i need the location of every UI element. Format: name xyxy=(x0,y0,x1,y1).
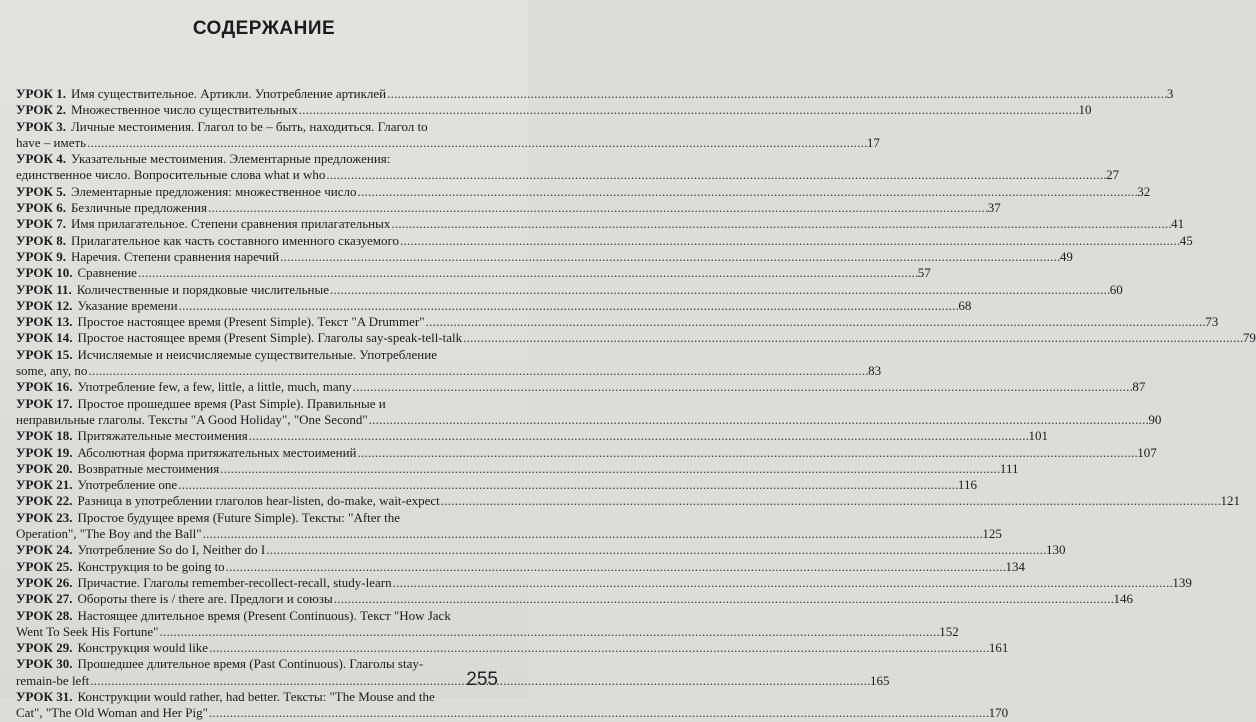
dot-leader xyxy=(138,265,917,281)
toc-entry-line xyxy=(16,119,500,135)
lesson-title: Конструкции would rather, had better. Тексты: "The Mouse and the xyxy=(77,688,435,704)
lesson-number: УРОК 4. xyxy=(16,151,66,167)
page-reference: 170 xyxy=(988,705,1009,721)
dot-leader xyxy=(249,428,1028,444)
toc-entry xyxy=(16,216,1185,232)
lesson-number: УРОК 28. xyxy=(16,607,73,623)
toc-entry-line xyxy=(16,183,1151,200)
lesson-title: Простое будущее время (Future Simple). Тексты: "After the xyxy=(77,509,401,525)
toc-entry xyxy=(16,379,1146,395)
toc-entry xyxy=(16,688,1009,722)
toc-entry xyxy=(16,102,1092,118)
dot-leader xyxy=(208,200,987,216)
toc-entry-line xyxy=(16,281,1123,298)
lesson-number: УРОК 21. xyxy=(16,477,73,493)
toc-entry-line xyxy=(16,200,1001,216)
lesson-title: Прошедшее длительное время (Past Continuous). Глаголы stay- xyxy=(77,656,424,672)
page-reference: 49 xyxy=(1059,248,1073,264)
lesson-number: УРОК 16. xyxy=(16,379,73,395)
lesson-title: Причастие. Глаголы remember-recollect-recall, study-learn xyxy=(77,574,392,590)
lesson-number: УРОК 10. xyxy=(16,265,73,281)
toc-entry-line xyxy=(16,689,500,705)
lesson-number: УРОК 29. xyxy=(16,640,73,656)
lesson-number: УРОК 11. xyxy=(16,281,72,297)
toc-entry xyxy=(16,248,1073,265)
lesson-title: Конструкция would like xyxy=(77,640,209,656)
lesson-title: Количественные и порядковые числительные xyxy=(76,281,329,297)
toc-entry-line xyxy=(16,558,1025,575)
lesson-title: Простое настоящее время (Present Simple). Текст "A Drummer" xyxy=(77,314,425,330)
toc-entry xyxy=(16,509,1002,543)
lesson-title: some, any, no xyxy=(16,363,88,379)
toc-entry xyxy=(16,444,1157,461)
toc-entry-line xyxy=(16,86,1174,102)
toc-entry-line xyxy=(16,102,1092,118)
toc-entry-line xyxy=(16,477,977,493)
dot-leader xyxy=(358,445,1137,461)
lesson-number: УРОК 19. xyxy=(16,444,73,460)
lesson-number: УРОК 9. xyxy=(16,248,66,264)
lesson-title: Cat", "The Old Woman and Her Pig" xyxy=(16,705,208,721)
toc-entry-line xyxy=(16,363,882,379)
toc-entry xyxy=(16,656,890,689)
toc-entry-line xyxy=(16,640,1009,656)
toc-entry xyxy=(16,574,1192,591)
toc-entry xyxy=(16,607,959,641)
lesson-title: неправильные глаголы. Тексты "A Good Holiday", "One Second" xyxy=(16,411,368,427)
lesson-title: Простое прошедшее время (Past Simple). Правильные и xyxy=(77,395,386,411)
lesson-title: Имя прилагательное. Степени сравнения прилагательных xyxy=(70,216,391,232)
toc-entry xyxy=(16,118,880,152)
lesson-title: Безличные предложения xyxy=(70,200,207,216)
toc-entry xyxy=(16,314,1219,330)
toc-entry-line xyxy=(16,396,500,412)
page-reference: 152 xyxy=(939,623,959,639)
toc-entry xyxy=(16,591,1133,607)
toc-entry-line xyxy=(16,574,1192,591)
dot-leader xyxy=(330,282,1109,298)
lesson-title: Исчисляемые и неисчисляемые существительные. Употребление xyxy=(77,346,437,362)
toc-entry-line xyxy=(16,314,1219,330)
toc-entry-line xyxy=(16,232,1193,249)
toc-entry-line xyxy=(16,526,1002,542)
lesson-number: УРОК 7. xyxy=(16,216,66,232)
dot-leader xyxy=(426,314,1205,330)
page-reference: 57 xyxy=(917,265,931,281)
toc-entry-line xyxy=(16,672,890,689)
page-reference: 79 xyxy=(1242,330,1256,346)
toc-entry-line xyxy=(16,623,959,640)
toc-entry-line xyxy=(16,542,1066,558)
toc-entry xyxy=(16,542,1066,558)
toc-entry-line xyxy=(16,460,1019,477)
lesson-number: УРОК 24. xyxy=(16,542,73,558)
page-reference: 37 xyxy=(987,200,1001,216)
lesson-title: have – иметь xyxy=(16,134,87,150)
toc-entry-line xyxy=(16,411,1162,428)
lesson-title: Употребление one xyxy=(77,477,178,493)
page-reference: 107 xyxy=(1137,444,1157,460)
toc-entry xyxy=(16,477,977,493)
toc-entry-line xyxy=(16,347,500,363)
toc-entry-line xyxy=(16,493,1241,509)
dot-leader xyxy=(357,184,1136,200)
lesson-title: Went To Seek His Fortune" xyxy=(16,623,159,639)
toc-entry-line xyxy=(16,705,1009,721)
dot-leader xyxy=(334,591,1113,607)
dot-leader xyxy=(400,233,1179,249)
page-reference: 121 xyxy=(1220,493,1241,509)
lesson-title: Элементарные предложения: множественное число xyxy=(70,183,357,199)
lesson-number: УРОК 26. xyxy=(16,574,73,590)
toc-entry xyxy=(16,151,1120,184)
page-reference: 60 xyxy=(1109,281,1123,297)
lesson-number: УРОК 25. xyxy=(16,558,73,574)
lesson-title: Operation", "The Boy and the Ball" xyxy=(16,526,202,542)
page-reference: 68 xyxy=(958,297,972,313)
lesson-title: Сравнение xyxy=(77,265,137,281)
lesson-number: УРОК 17. xyxy=(16,395,73,411)
dot-leader xyxy=(299,102,1078,118)
lesson-title: remain-be left xyxy=(16,672,90,688)
lesson-title: Указание времени xyxy=(77,297,178,313)
dot-leader xyxy=(326,167,1105,183)
page-number: 255 xyxy=(466,669,498,690)
page-reference: 73 xyxy=(1205,314,1219,330)
dot-leader xyxy=(226,559,1005,575)
lesson-number: УРОК 12. xyxy=(16,297,73,313)
dot-leader xyxy=(441,493,1220,509)
lesson-title: Притяжательные местоимения xyxy=(77,428,248,444)
lesson-number: УРОК 23. xyxy=(16,509,73,525)
lesson-title: Употребление So do I, Neither do I xyxy=(77,542,266,558)
toc-entry-line xyxy=(16,510,500,526)
toc-entry xyxy=(16,265,931,281)
lesson-number: УРОК 6. xyxy=(16,200,66,216)
toc-entry-line xyxy=(16,591,1133,607)
table-of-contents xyxy=(16,86,1256,722)
page-reference: 10 xyxy=(1078,102,1092,118)
toc-entry xyxy=(16,297,972,314)
dot-leader xyxy=(280,249,1059,265)
toc-entry xyxy=(16,183,1151,200)
page-reference: 45 xyxy=(1179,232,1193,248)
lesson-number: УРОК 5. xyxy=(16,183,66,199)
toc-entry xyxy=(16,493,1241,509)
toc-entry-line xyxy=(16,248,1073,265)
toc-entry xyxy=(16,558,1025,575)
lesson-number: УРОК 22. xyxy=(16,493,73,509)
lesson-number: УРОК 20. xyxy=(16,460,73,476)
lesson-title: Указательные местоимения. Элементарные предложения: xyxy=(70,151,391,167)
lesson-number: УРОК 30. xyxy=(16,656,73,672)
dot-leader xyxy=(209,640,988,656)
dot-leader xyxy=(266,542,1045,558)
dot-leader xyxy=(220,461,999,477)
page-reference: 83 xyxy=(868,363,882,379)
toc-entry-line xyxy=(16,297,972,314)
toc-entry xyxy=(16,346,882,380)
page-reference: 90 xyxy=(1148,411,1162,427)
toc-entry xyxy=(16,200,1001,216)
lesson-number: УРОК 14. xyxy=(16,330,73,346)
page-reference: 87 xyxy=(1132,379,1146,395)
page-reference: 125 xyxy=(982,526,1002,542)
dot-leader xyxy=(353,379,1132,395)
lesson-number: УРОК 8. xyxy=(16,232,66,248)
dot-leader xyxy=(178,477,957,493)
toc-entry-line xyxy=(16,608,500,624)
page-reference: 111 xyxy=(999,460,1019,476)
dot-leader xyxy=(463,330,1242,346)
lesson-title: Обороты there is / there are. Предлоги и союзы xyxy=(77,591,333,607)
lesson-title: Имя существительное. Артикли. Употребление артиклей xyxy=(70,86,387,101)
page-reference: 134 xyxy=(1005,558,1025,574)
dot-leader xyxy=(179,298,958,314)
dot-leader xyxy=(87,135,866,151)
lesson-title: Абсолютная форма притяжательных местоимений xyxy=(77,444,357,460)
page-reference: 139 xyxy=(1172,574,1192,590)
lesson-title: Простое настоящее время (Present Simple). Глаголы say-speak-tell-talk xyxy=(77,330,463,346)
toc-entry xyxy=(16,232,1193,249)
dot-leader xyxy=(203,526,982,542)
lesson-title: Возвратные местоимения xyxy=(77,460,220,476)
toc-entry xyxy=(16,281,1123,298)
toc-entry-line xyxy=(16,167,1120,183)
lesson-title: единственное число. Вопросительные слова what и who xyxy=(16,167,326,183)
lesson-title: Прилагательное как часть составного именного сказуемого xyxy=(70,232,400,248)
page-reference: 17 xyxy=(866,134,880,150)
lesson-title: Конструкция to be going to xyxy=(77,558,225,574)
page-reference: 146 xyxy=(1113,591,1133,607)
dot-leader xyxy=(209,705,988,721)
toc-entry xyxy=(16,428,1048,444)
lesson-number: УРОК 1. xyxy=(16,86,66,101)
dot-leader xyxy=(88,363,867,379)
lesson-number: УРОК 3. xyxy=(16,118,66,134)
toc-entry xyxy=(16,640,1009,656)
dot-leader xyxy=(387,86,1166,102)
page-reference: 32 xyxy=(1137,183,1151,199)
lesson-number: УРОК 15. xyxy=(16,346,73,362)
page-reference: 161 xyxy=(988,640,1009,656)
toc-entry xyxy=(16,86,1174,102)
toc-entry xyxy=(16,330,1256,346)
page-title: СОДЕРЖАНИЕ xyxy=(192,18,336,39)
page-reference: 130 xyxy=(1046,542,1066,558)
dot-leader xyxy=(393,575,1172,591)
page-reference: 165 xyxy=(870,672,890,688)
lesson-title: Личные местоимения. Глагол to be – быть, находиться. Глагол to xyxy=(70,118,428,134)
toc-entry-line xyxy=(16,330,1256,346)
toc-entry xyxy=(16,460,1019,477)
dot-leader xyxy=(160,624,939,640)
toc-entry xyxy=(16,395,1162,429)
page-reference: 101 xyxy=(1028,428,1048,444)
lesson-title: Множественное число существительных xyxy=(70,102,298,118)
toc-entry-line xyxy=(16,428,1048,444)
page-reference: 116 xyxy=(957,477,977,493)
lesson-title: Настоящее длительное время (Present Continuous). Текст "How Jack xyxy=(77,607,451,623)
dot-leader xyxy=(369,412,1148,428)
page-reference: 41 xyxy=(1171,216,1185,232)
lesson-number: УРОК 13. xyxy=(16,314,73,330)
toc-entry-line xyxy=(16,444,1157,461)
lesson-number: УРОК 2. xyxy=(16,102,66,118)
lesson-title: Разница в употреблении глаголов hear-listen, do-make, wait-expect xyxy=(77,493,440,509)
toc-entry-line xyxy=(16,379,1146,395)
toc-entry-line xyxy=(16,216,1185,232)
page-reference: 27 xyxy=(1106,167,1120,183)
toc-entry-line xyxy=(16,151,500,167)
toc-entry-line xyxy=(16,265,931,281)
toc-entry-line xyxy=(16,656,500,672)
page-reference: 3 xyxy=(1166,86,1174,101)
toc-entry-line xyxy=(16,134,880,151)
lesson-number: УРОК 31. xyxy=(16,688,73,704)
lesson-number: УРОК 18. xyxy=(16,428,73,444)
lesson-title: Употребление few, a few, little, a little, much, many xyxy=(77,379,352,395)
dot-leader xyxy=(391,216,1170,232)
lesson-number: УРОК 27. xyxy=(16,591,73,607)
lesson-title: Наречия. Степени сравнения наречий xyxy=(70,248,280,264)
